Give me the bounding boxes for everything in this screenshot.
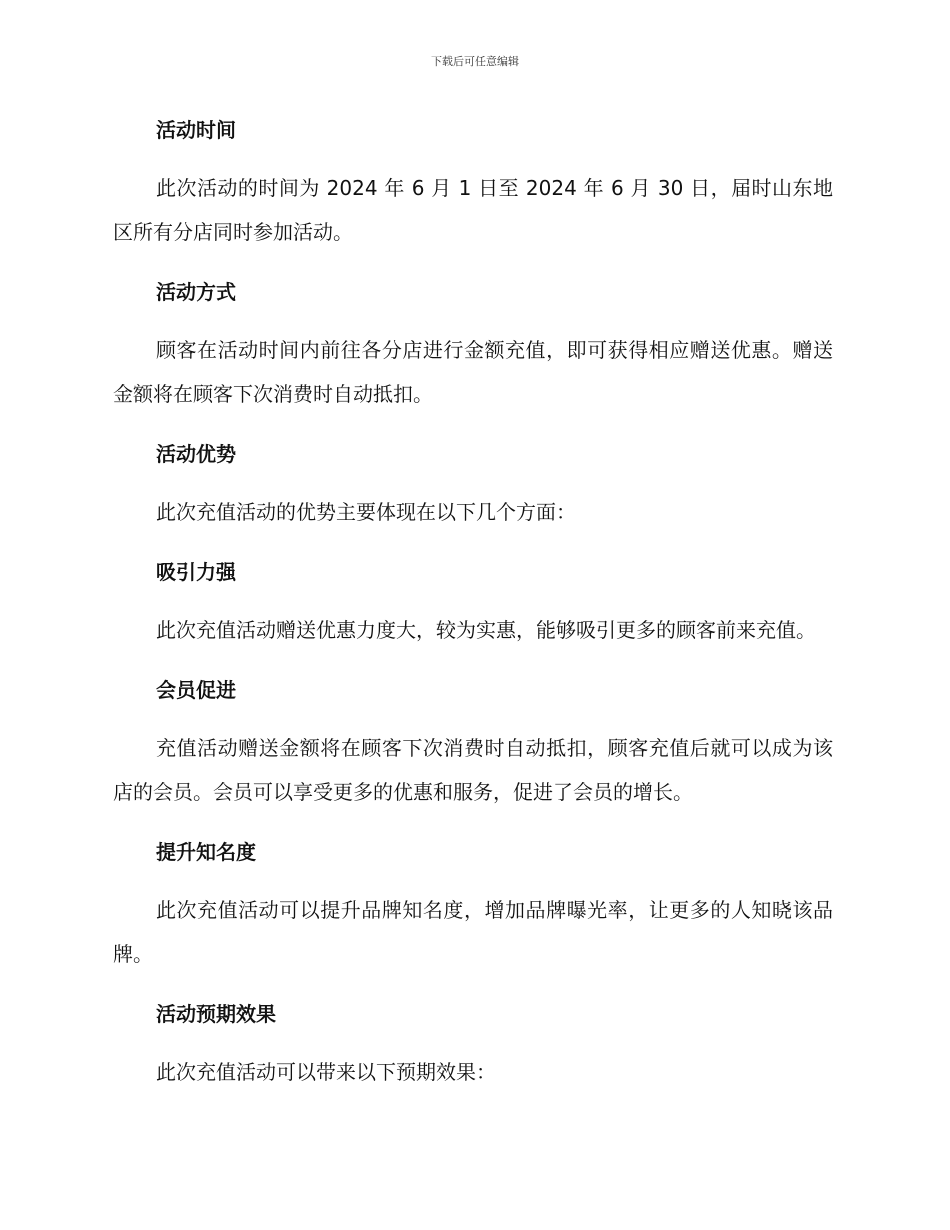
section-heading-activity-time: 活动时间 [156,118,236,142]
section-heading-strong-appeal: 吸引力强 [156,560,236,584]
section-heading-activity-advantages: 活动优势 [156,442,236,466]
section-heading-member-growth: 会员促进 [156,678,236,702]
section-body-activity-advantages: 此次充值活动的优势主要体现在以下几个方面： [156,500,576,524]
section-body-brand-awareness: 此次充值活动可以提升品牌知名度，增加品牌曝光率，让更多的人知晓该品牌。 [113,898,833,966]
document-body [113,108,833,1110]
section-body-member-growth: 充值活动赠送金额将在顾客下次消费时自动抵扣，顾客充值后就可以成为该店的会员。会员可以享受更多的优惠和服务，促进了会员的增长。 [113,736,833,804]
section-body-activity-method: 顾客在活动时间内前往各分店进行金额充值，即可获得相应赠送优惠。赠送金额将在顾客下次消费时自动抵扣。 [113,338,833,406]
section-body-expected-results: 此次充值活动可以带来以下预期效果： [156,1060,496,1084]
section-heading-brand-awareness: 提升知名度 [156,840,256,864]
page-header: 下载后可任意编辑 [431,55,519,68]
section-body-strong-appeal: 此次充值活动赠送优惠力度大，较为实惠，能够吸引更多的顾客前来充值。 [156,618,816,642]
section-heading-activity-method: 活动方式 [156,280,236,304]
section-heading-expected-results: 活动预期效果 [156,1002,276,1026]
section-body-activity-time: 此次活动的时间为 2024 年 6 月 1 日至 2024 年 6 月 30 日，届时山东地区所有分店同时参加活动。 [113,176,833,244]
